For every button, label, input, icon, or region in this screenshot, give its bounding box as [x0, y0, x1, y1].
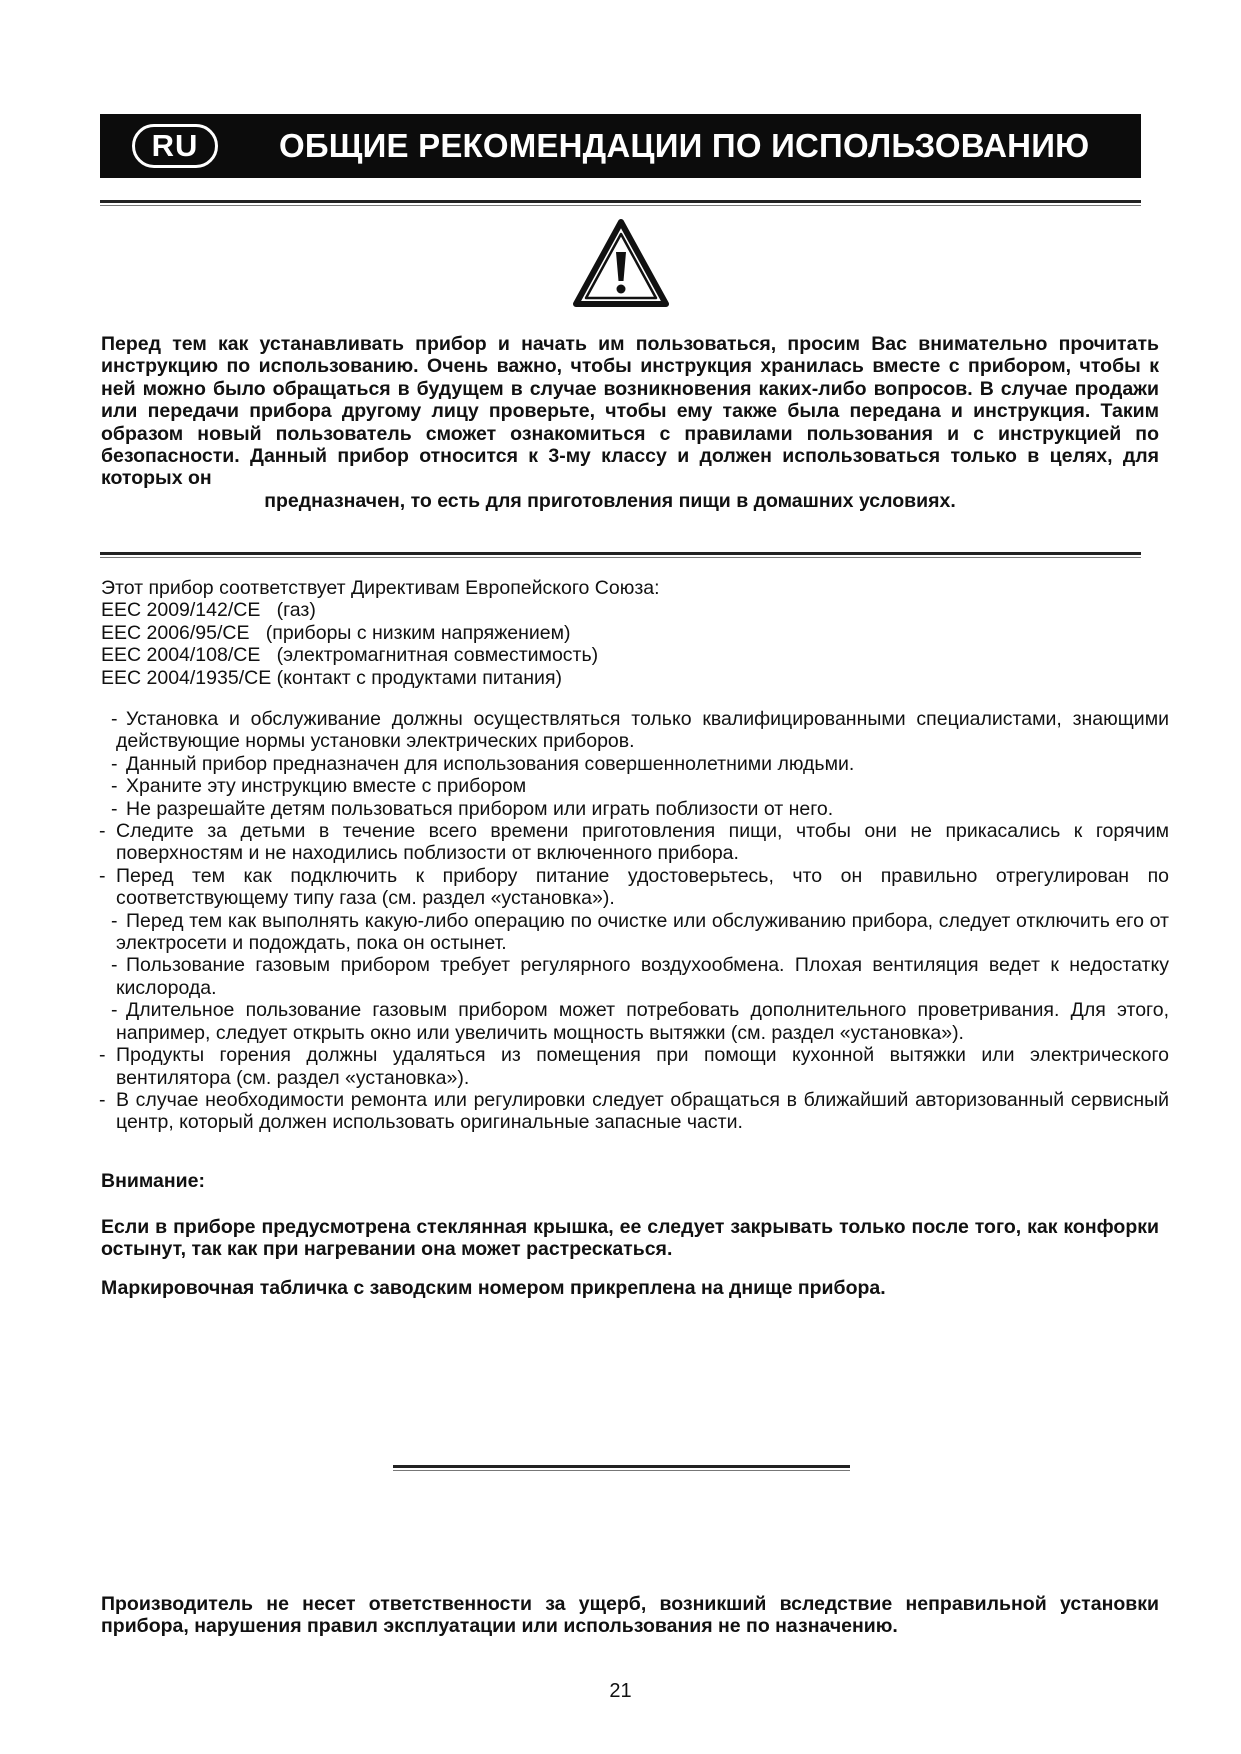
list-item: - Установка и обслуживание должны осуществляться только квалифицированными специалистами, знающими действующие нормы установки электрических приборов.	[111, 708, 1169, 753]
warning-triangle-icon	[572, 218, 670, 310]
list-item: - Перед тем как подключить к прибору питание удостоверьтесь, что он правильно отрегулирован по соответствующему типу газа (см. раздел «установка»).	[99, 864, 1169, 910]
list-item: - В случае необходимости ремонта или регулировки следует обращаться в ближайший авторизованный сервисный центр, который должен использовать оригинальные запасные части.	[99, 1088, 1169, 1134]
directive-item: EEC 2004/108/CE (электромагнитная совместимость)	[101, 644, 599, 667]
page-number: 21	[609, 1680, 632, 1702]
list-item: - Длительное пользование газовым прибором может потребовать дополнительного проветривания. Для этого, например, следует открыть окно или увеличить мощность вытяжки (см. раздел «установка»).	[111, 999, 1169, 1044]
list-item: - Следите за детьми в течение всего времени приготовления пищи, чтобы они не прикасались к горячим поверхностям и не находились поблизости от включенного прибора.	[99, 820, 1169, 865]
intro-paragraph	[101, 333, 1159, 512]
list-item: - Не разрешайте детям пользоваться прибором или играть поблизости от него.	[111, 797, 834, 820]
attention-heading: Внимание:	[101, 1170, 205, 1192]
safety-list	[99, 708, 1169, 1134]
manufacturer-disclaimer: Производитель не несет ответственности за ущерб, возникший вследствие неправильной установки прибора, нарушения правил эксплуатации или использования не по назначению.	[101, 1593, 1159, 1638]
page-title: ОБЩИЕ РЕКОМЕНДАЦИИ ПО ИСПОЛЬЗОВАНИЮ	[279, 127, 1090, 164]
divider-middle	[100, 552, 1141, 558]
rating-plate-note: Маркировочная табличка с заводским номером прикреплена на днище прибора.	[101, 1277, 886, 1299]
language-badge: RU	[132, 124, 218, 168]
directives-heading: Этот прибор соответствует Директивам Европейского Союза:	[101, 577, 660, 599]
list-item: - Пользование газовым прибором требует регулярного воздухообмена. Плохая вентиляция ведет к недостатку кислорода.	[111, 954, 1169, 999]
directive-item: EEC 2009/142/CE (газ)	[101, 599, 316, 622]
divider-top	[100, 200, 1141, 206]
directive-item: EEC 2006/95/CE (приборы с низким напряжением)	[101, 621, 571, 644]
directive-item: EEC 2004/1935/CE (контакт с продуктами питания)	[101, 666, 562, 689]
glass-lid-note: Если в приборе предусмотрена стеклянная крышка, ее следует закрывать только после того, как конфорки остынут, так как при нагревании она может растрескаться.	[101, 1216, 1159, 1261]
list-item: - Храните эту инструкцию вместе с прибором	[111, 775, 527, 798]
intro-last-line: предназначен, то есть для приготовления пищи в домашних условиях.	[264, 489, 956, 512]
intro-text: Перед тем как устанавливать прибор и начать им пользоваться, просим Вас внимательно прочитать инструкцию по использованию. Очень важно, чтобы инструкция хранилась вместе с прибором, чтобы к ней можно было обращаться в будущем в случае возникновения каких-либо вопросов. В случае продажи или передачи прибора другому лицу проверьте, чтобы ему также была передана и инструкция. Таким образом новый пользователь сможет ознакомиться с правилами пользования и с инструкцией по безопасности. Данный прибор относится к 3-му классу и должен использоваться только в целях, для которых он	[101, 333, 1159, 490]
list-item: - Продукты горения должны удаляться из помещения при помощи кухонной вытяжки или электрического вентилятора (см. раздел «установка»).	[99, 1044, 1169, 1089]
list-item: - Перед тем как выполнять какую-либо операцию по очистке или обслуживанию прибора, следует отключить его от электросети и подождать, пока он остынет.	[111, 909, 1169, 955]
directives-block	[101, 577, 1101, 689]
section-header	[100, 114, 1141, 178]
divider-bottom	[393, 1465, 850, 1471]
list-item: - Данный прибор предназначен для использования совершеннолетними людьми.	[111, 752, 855, 775]
